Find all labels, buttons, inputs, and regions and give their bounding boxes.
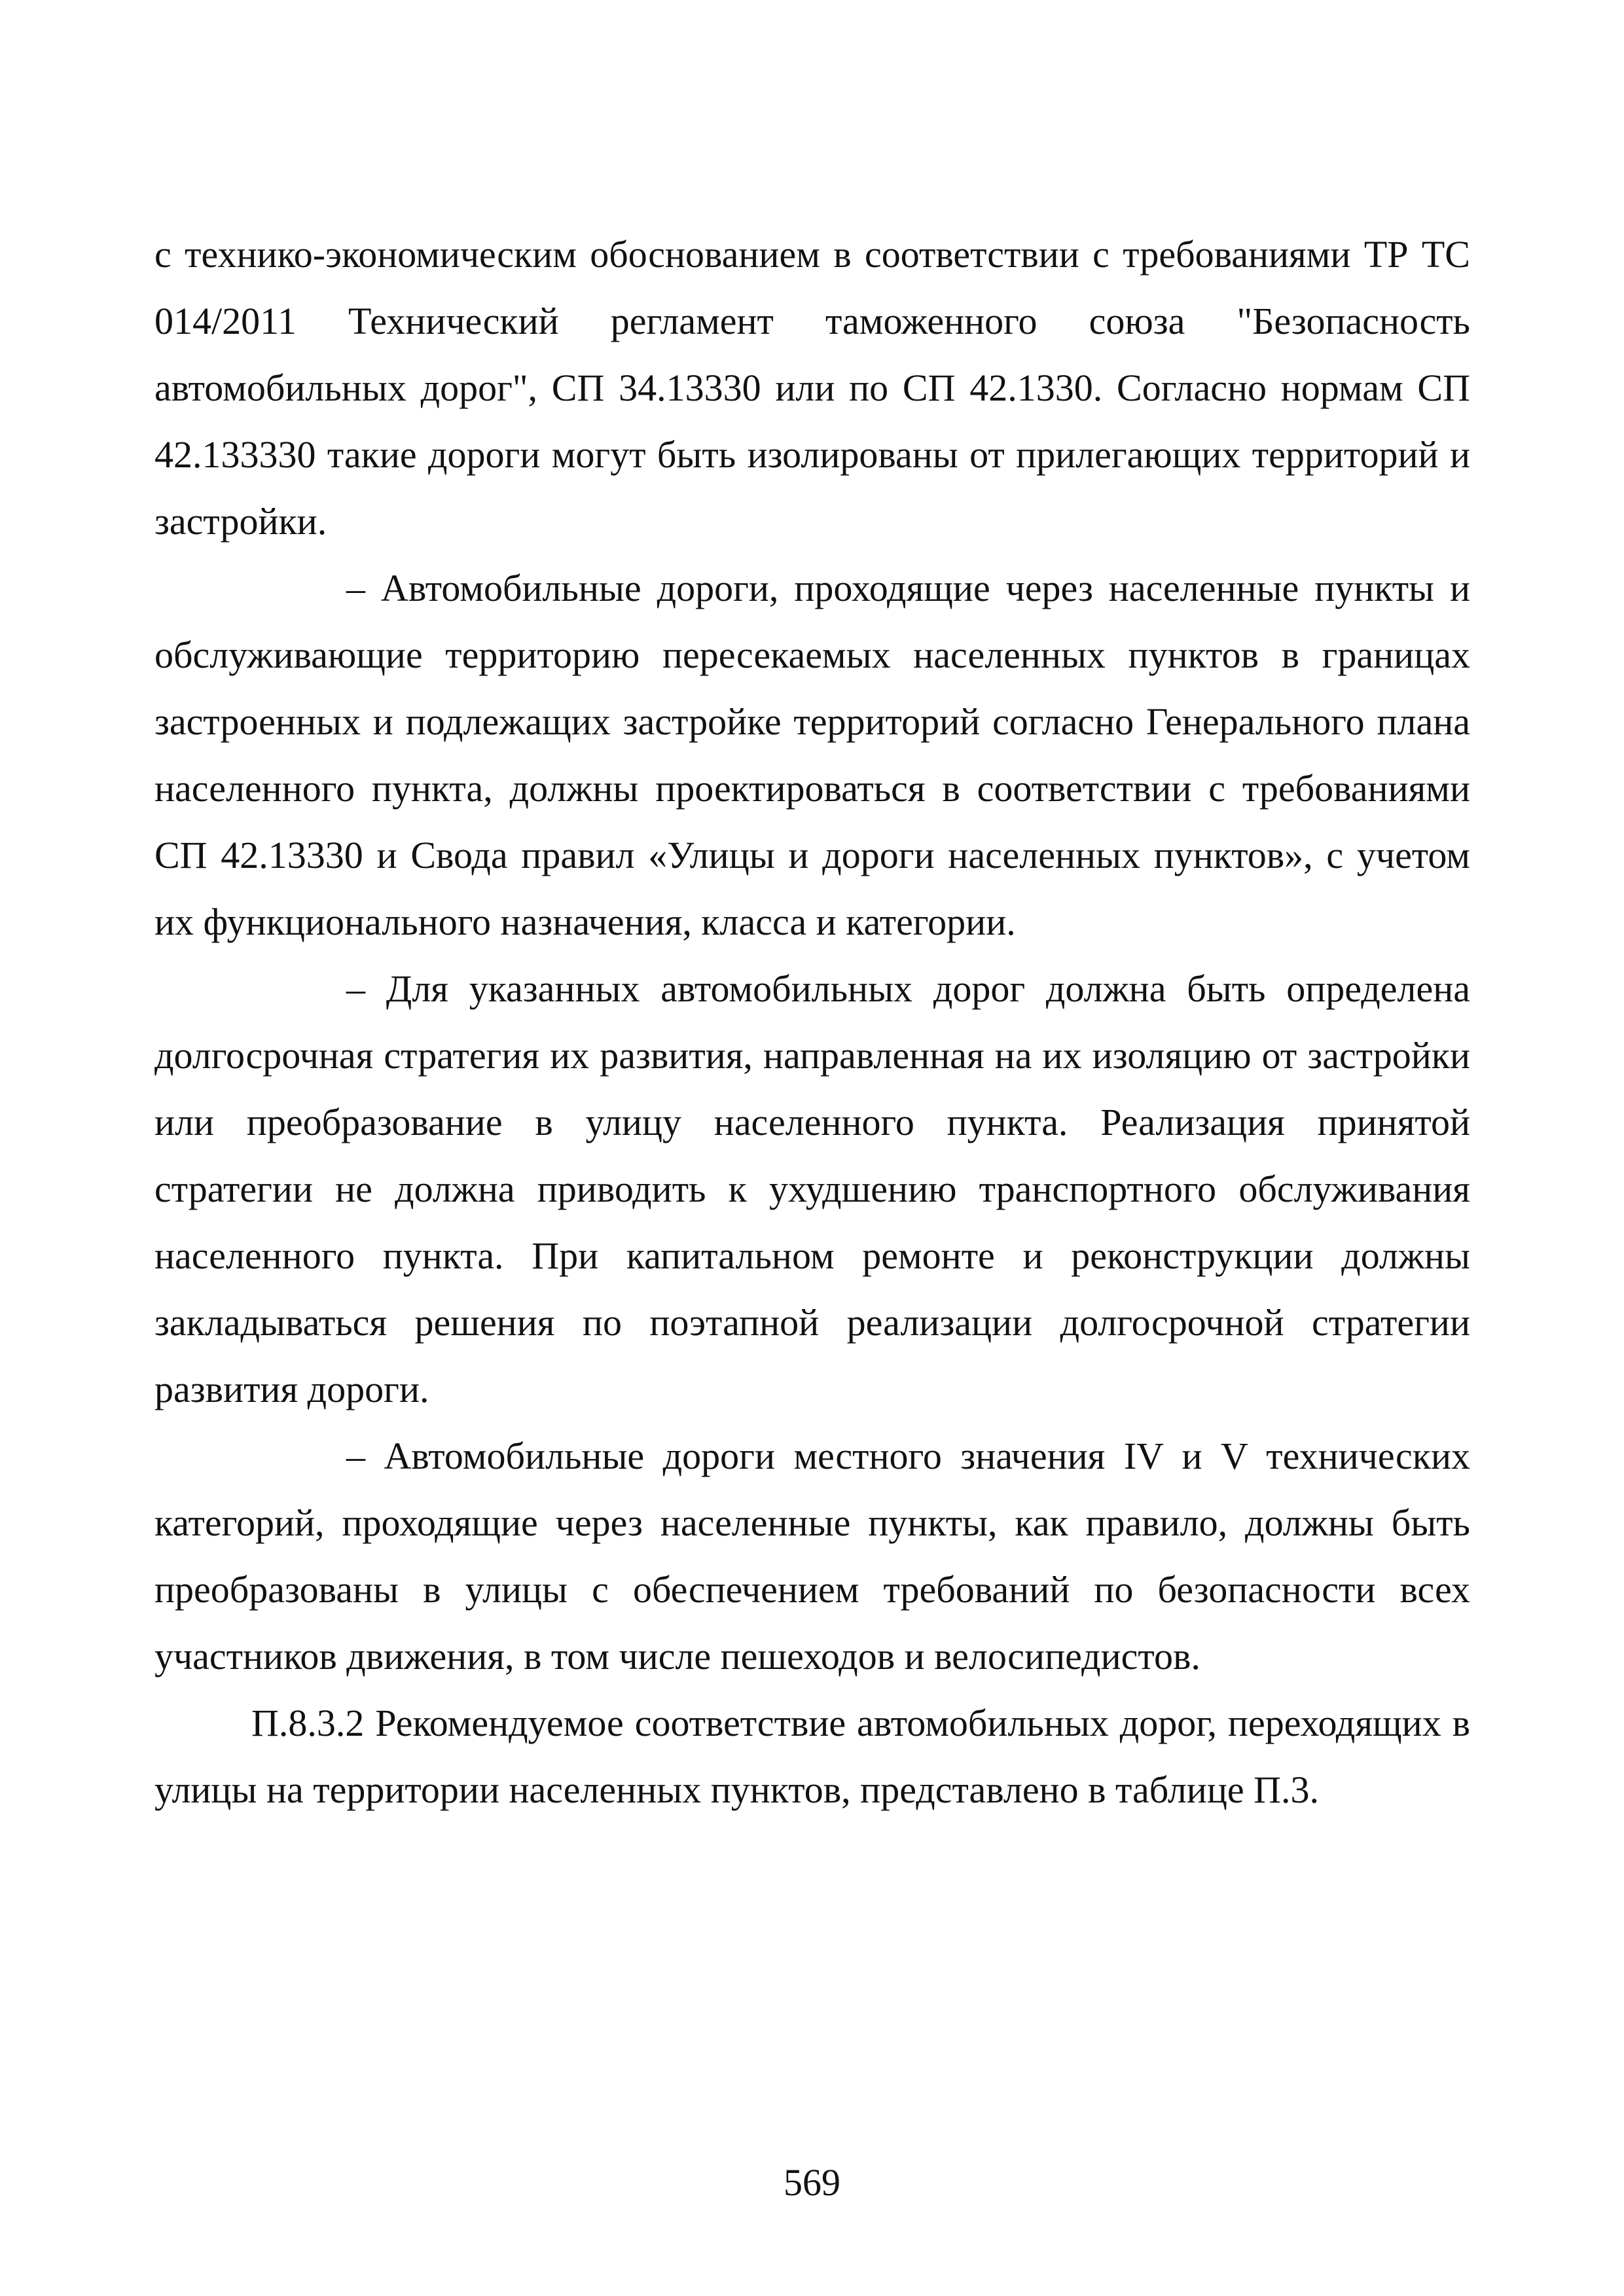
paragraph-list-item-local-roads: – Автомобильные дороги местного значения IV и V технических категорий, проходящие через населенные пункты, как правило, должны быть преобразованы в улицы с обеспечением требований по безопасности всех участников движения, в том числе пешеходов и велосипедистов. bbox=[154, 1435, 1470, 1677]
paragraph-list-item-long-term-strategy: – Для указанных автомобильных дорог должна быть определена долгосрочная стратегия их развития, направленная на их изоляцию от застройки или преобразование в улицу населенного пункта. Реализация принятой стратегии не должна приводить к ухудшению транспортного обслуживания населенного пункта. При капитальном ремонте и реконструкции должны закладываться решения по поэтапной реализации долгосрочной стратегии развития дороги. bbox=[154, 967, 1470, 1410]
paragraph-list-item-roads-through-settlements: – Автомобильные дороги, проходящие через населенные пункты и обслуживающие территорию пересекаемых населенных пунктов в границах застроенных и подлежащих застройке территорий согласно Генерального плана населенного пункта, должны проектироваться в соответствии с требованиями СП 42.13330 и Свода правил «Улицы и дороги населенных пунктов», с учетом их функционального назначения, класса и категории. bbox=[154, 567, 1470, 943]
page-number: 569 bbox=[784, 2161, 840, 2204]
paragraph-section-p8-3-2: П.8.3.2 Рекомендуемое соответствие автомобильных дорог, переходящих в улицы на территории населенных пунктов, представлено в таблице П.3. bbox=[154, 1702, 1470, 1811]
paragraph-continuation: с технико-экономическим обоснованием в соответствии с требованиями ТР ТС 014/2011 Технический регламент таможенного союза "Безопасность автомобильных дорог", СП 34.13330 или по СП 42.1330. Согласно нормам СП 42.133330 такие дороги могут быть изолированы от прилегающих территорий и застройки. bbox=[154, 233, 1470, 543]
body-text bbox=[154, 221, 1470, 1823]
